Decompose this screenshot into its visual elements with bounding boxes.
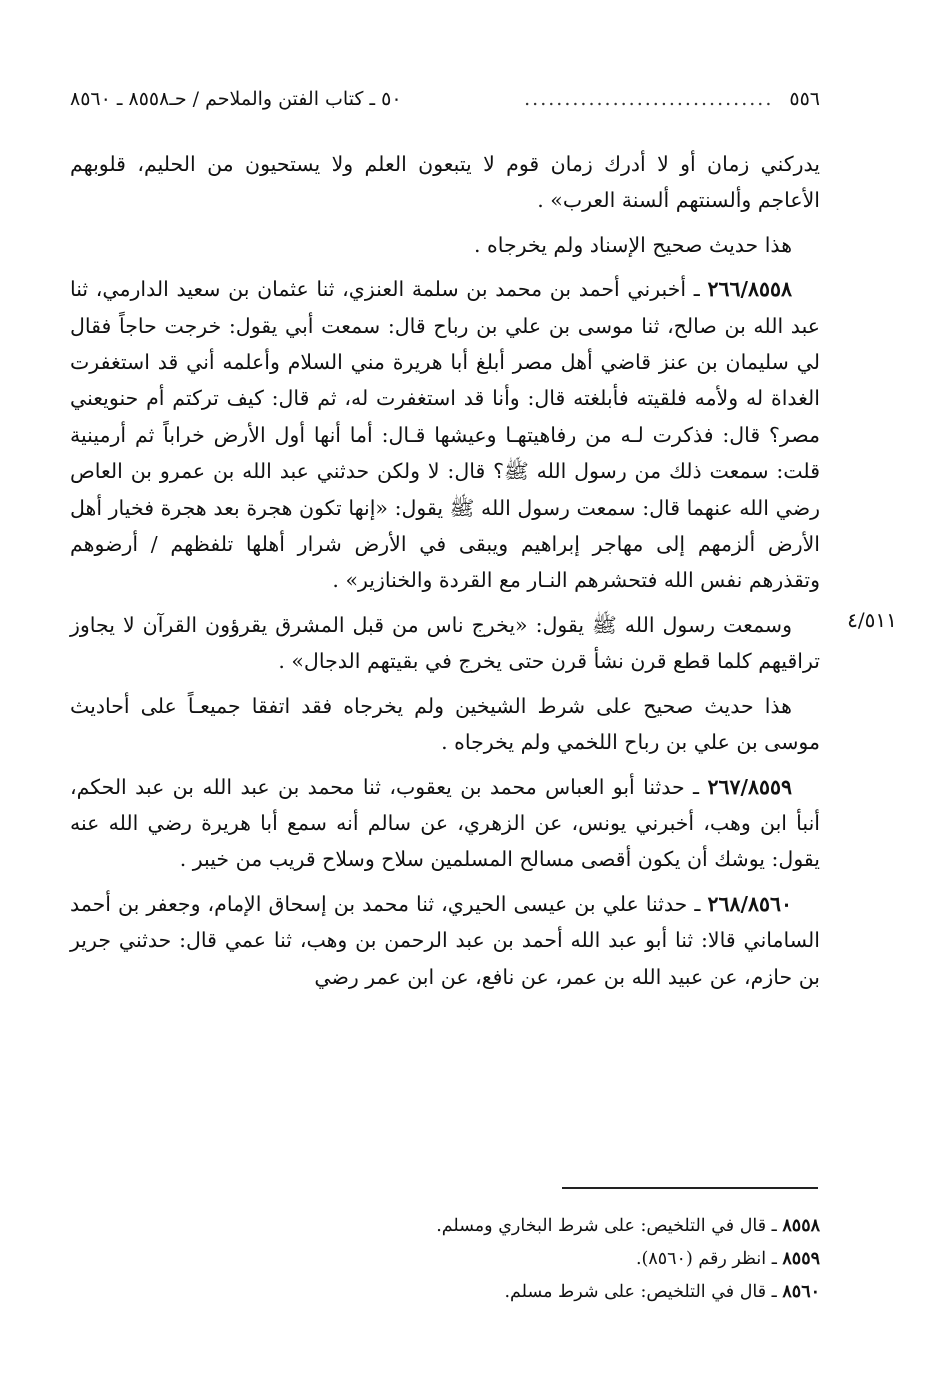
footnote-number: ٨٥٥٩ [782, 1249, 820, 1269]
page-number: ٥٥٦ [789, 88, 820, 110]
running-title: ٥٠ ـ كتاب الفتن والملاحم / حـ٨٥٥٨ ـ ٨٥٦٠ [70, 88, 402, 110]
hadith-8560 [70, 886, 820, 995]
hadith-8559 [70, 769, 820, 878]
footnote-item [70, 1210, 820, 1243]
paragraph-text: هذا حديث صحيح على شرط الشيخين ولم يخرجاه فقد اتفقا جميعـاً على أحاديث موسى بن علي بن رباح اللخمي ولم يخرجاه . [70, 693, 820, 755]
paragraph-text: وسمعت رسول الله ﷺ يقول: «يخرج ناس من قبل المشرق يقرؤون القرآن لا يجاوز تراقيهم كلما قطع قرن نشأ قرن حتى يخرج في بقيتهم الدجال» . [70, 612, 820, 674]
header-leader-dots: ............................... [524, 88, 774, 110]
hadith-number: ٢٦٦/٨٥٥٨ [707, 277, 792, 302]
page-header [70, 82, 820, 116]
paragraph-text: ـ حدثنا أبو العباس محمد بن يعقوب، ثنا محمد بن عبد الله بن عبد الحكم، أنبأ ابن وهب، أخبرني يونس، عن الزهري، عن سالم أنه سمع أبا هريرة رضي الله عنه يقول: يوشك أن يكون أقصى مسالح المسلمين سلاح وسلاح قريب من خيبر . [70, 774, 820, 872]
paragraph-text: ـ حدثنا علي بن عيسى الحيري، ثنا محمد بن إسحاق الإمام، وجعفر بن أحمد الساماني قالا: ثنا أبو عبد الله أحمد بن عبد الرحمن بن وهب، ثنا عمي قال: حدثني جرير بن حازم، عن عبيد الله بن عمر، عن نافع، عن ابن عمر رضي [70, 891, 820, 989]
paragraph-text: ـ أخبرني أحمد بن محمد بن سلمة العنزي، ثنا عثمان بن سعيد الدارمي، ثنا عبد الله بن صالح، ثنا موسى بن علي بن رباح قال: سمعت أبي يقول: خرجت حاجاً فقال لي سليمان بن عنز قاضي أهل مصر أبلغ أبا هريرة مني السلام وأعلمه أني قد استغفرت الغداة له ولأمه فلقيته فأبلغته قال: وأنا قد استغفرت له، ثم قال: كيف تركتم أم حنويعني مصر؟ قال: فذكرت لـه من رفاهيتهـا وعيشها قـال: أما أنها أول الأرض خراباً ثم أرمينية قلت: سمعت ذلك من رسول الله ﷺ؟ قال: لا ولكن حدثني عبد الله بن عمرو بن العاص رضي الله عنهما قال: سمعت رسول الله ﷺ يقول: «إنها تكون هجرة بعد هجرة فخيار أهل الأرض ألزمهم إلى مهاجر إبراهيم ويبقى في الأرض شرار أهلها تلفظهم / أرضوهم وتقذرهم نفس الله فتحشرهم النـار مع القردة والخنازير» . [70, 277, 820, 593]
paragraph-hadith-continued [70, 607, 820, 680]
hadith-number: ٢٦٧/٨٥٥٩ [707, 774, 792, 799]
footnote-number: ٨٥٦٠ [782, 1282, 820, 1302]
footnote-text: ـ قال في التلخيص: على شرط البخاري ومسلم. [436, 1216, 783, 1236]
footnote-number: ٨٥٥٨ [782, 1216, 820, 1236]
main-text [70, 146, 820, 1003]
footnote-item [70, 1276, 820, 1309]
paragraph-grading [70, 227, 820, 263]
hadith-8558 [70, 271, 820, 599]
footnote-divider [562, 1187, 818, 1189]
footnote-item [70, 1243, 820, 1276]
hadith-number: ٢٦٨/٨٥٦٠ [707, 891, 792, 916]
margin-reference: ٤/٥١١ [847, 608, 897, 632]
paragraph-text: هذا حديث صحيح الإسناد ولم يخرجاه . [473, 232, 792, 257]
footnote-text: ـ انظر رقم (٨٥٦٠). [635, 1249, 783, 1269]
footnote-text: ـ قال في التلخيص: على شرط مسلم. [504, 1282, 783, 1302]
paragraph-text: يدركني زمان أو لا أدرك زمان قوم لا يتبعون العلم ولا يستحيون من الحليم، قلوبهم الأعاجم وألسنتهم ألسنة العرب» . [70, 152, 820, 213]
footnotes [70, 1210, 820, 1309]
paragraph-continuation [70, 146, 820, 219]
paragraph-grading [70, 688, 820, 761]
